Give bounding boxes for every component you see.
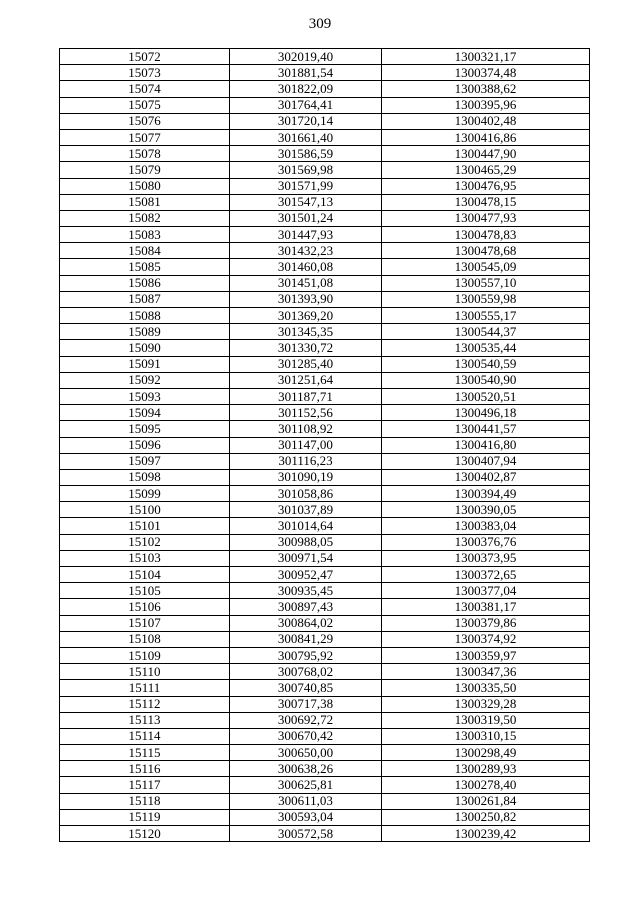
y-coordinate-cell: 1300477,93	[382, 210, 590, 226]
point-number-cell: 15086	[60, 275, 230, 291]
table-row	[60, 49, 590, 65]
y-coordinate-cell: 1300395,96	[382, 97, 590, 113]
coordinates-table	[59, 48, 590, 842]
x-coordinate-cell: 301432,23	[230, 243, 382, 259]
x-coordinate-cell: 301569,98	[230, 162, 382, 178]
table-row	[60, 631, 590, 647]
point-number-cell: 15081	[60, 194, 230, 210]
x-coordinate-cell: 301460,08	[230, 259, 382, 275]
x-coordinate-cell: 301661,40	[230, 129, 382, 145]
x-coordinate-cell: 301822,09	[230, 81, 382, 97]
y-coordinate-cell: 1300261,84	[382, 793, 590, 809]
point-number-cell: 15113	[60, 712, 230, 728]
y-coordinate-cell: 1300374,92	[382, 631, 590, 647]
point-number-cell: 15089	[60, 324, 230, 340]
y-coordinate-cell: 1300407,94	[382, 453, 590, 469]
x-coordinate-cell: 300717,38	[230, 696, 382, 712]
table-row	[60, 745, 590, 761]
table-row	[60, 502, 590, 518]
table-row	[60, 664, 590, 680]
y-coordinate-cell: 1300298,49	[382, 745, 590, 761]
x-coordinate-cell: 301451,08	[230, 275, 382, 291]
point-number-cell: 15083	[60, 227, 230, 243]
table-row	[60, 567, 590, 583]
point-number-cell: 15104	[60, 567, 230, 583]
y-coordinate-cell: 1300372,65	[382, 567, 590, 583]
table-row	[60, 146, 590, 162]
y-coordinate-cell: 1300383,04	[382, 518, 590, 534]
point-number-cell: 15075	[60, 97, 230, 113]
x-coordinate-cell: 300593,04	[230, 809, 382, 825]
x-coordinate-cell: 300740,85	[230, 680, 382, 696]
y-coordinate-cell: 1300540,59	[382, 356, 590, 372]
table-row	[60, 113, 590, 129]
point-number-cell: 15100	[60, 502, 230, 518]
table-row	[60, 518, 590, 534]
y-coordinate-cell: 1300329,28	[382, 696, 590, 712]
y-coordinate-cell: 1300390,05	[382, 502, 590, 518]
x-coordinate-cell: 301369,20	[230, 308, 382, 324]
x-coordinate-cell: 302019,40	[230, 49, 382, 65]
y-coordinate-cell: 1300559,98	[382, 291, 590, 307]
y-coordinate-cell: 1300496,18	[382, 405, 590, 421]
x-coordinate-cell: 300670,42	[230, 728, 382, 744]
table-row	[60, 599, 590, 615]
y-coordinate-cell: 1300310,15	[382, 728, 590, 744]
y-coordinate-cell: 1300402,48	[382, 113, 590, 129]
point-number-cell: 15102	[60, 534, 230, 550]
point-number-cell: 15091	[60, 356, 230, 372]
point-number-cell: 15101	[60, 518, 230, 534]
table-row	[60, 761, 590, 777]
x-coordinate-cell: 301147,00	[230, 437, 382, 453]
x-coordinate-cell: 300611,03	[230, 793, 382, 809]
table-row	[60, 712, 590, 728]
point-number-cell: 15115	[60, 745, 230, 761]
x-coordinate-cell: 301330,72	[230, 340, 382, 356]
y-coordinate-cell: 1300557,10	[382, 275, 590, 291]
x-coordinate-cell: 301058,86	[230, 486, 382, 502]
table-row	[60, 243, 590, 259]
x-coordinate-cell: 301447,93	[230, 227, 382, 243]
point-number-cell: 15074	[60, 81, 230, 97]
x-coordinate-cell: 301393,90	[230, 291, 382, 307]
x-coordinate-cell: 300935,45	[230, 583, 382, 599]
table-row	[60, 291, 590, 307]
x-coordinate-cell: 300768,02	[230, 664, 382, 680]
table-row	[60, 405, 590, 421]
y-coordinate-cell: 1300544,37	[382, 324, 590, 340]
y-coordinate-cell: 1300540,90	[382, 372, 590, 388]
table-row	[60, 324, 590, 340]
table-row	[60, 340, 590, 356]
table-row	[60, 826, 590, 842]
point-number-cell: 15077	[60, 129, 230, 145]
point-number-cell: 15082	[60, 210, 230, 226]
point-number-cell: 15106	[60, 599, 230, 615]
point-number-cell: 15088	[60, 308, 230, 324]
x-coordinate-cell: 301547,13	[230, 194, 382, 210]
x-coordinate-cell: 301152,56	[230, 405, 382, 421]
point-number-cell: 15097	[60, 453, 230, 469]
y-coordinate-cell: 1300376,76	[382, 534, 590, 550]
table-row	[60, 469, 590, 485]
y-coordinate-cell: 1300374,48	[382, 65, 590, 81]
x-coordinate-cell: 301586,59	[230, 146, 382, 162]
x-coordinate-cell: 301187,71	[230, 388, 382, 404]
x-coordinate-cell: 301345,35	[230, 324, 382, 340]
x-coordinate-cell: 300841,29	[230, 631, 382, 647]
table-row	[60, 453, 590, 469]
table-row	[60, 696, 590, 712]
table-row	[60, 486, 590, 502]
y-coordinate-cell: 1300478,15	[382, 194, 590, 210]
x-coordinate-cell: 300971,54	[230, 550, 382, 566]
x-coordinate-cell: 301571,99	[230, 178, 382, 194]
y-coordinate-cell: 1300520,51	[382, 388, 590, 404]
point-number-cell: 15120	[60, 826, 230, 842]
y-coordinate-cell: 1300416,80	[382, 437, 590, 453]
table-row	[60, 777, 590, 793]
table-row	[60, 728, 590, 744]
point-number-cell: 15109	[60, 647, 230, 663]
x-coordinate-cell: 300572,58	[230, 826, 382, 842]
point-number-cell: 15093	[60, 388, 230, 404]
y-coordinate-cell: 1300388,62	[382, 81, 590, 97]
y-coordinate-cell: 1300555,17	[382, 308, 590, 324]
y-coordinate-cell: 1300402,87	[382, 469, 590, 485]
y-coordinate-cell: 1300373,95	[382, 550, 590, 566]
table-row	[60, 356, 590, 372]
y-coordinate-cell: 1300441,57	[382, 421, 590, 437]
point-number-cell: 15084	[60, 243, 230, 259]
point-number-cell: 15099	[60, 486, 230, 502]
point-number-cell: 15076	[60, 113, 230, 129]
y-coordinate-cell: 1300478,68	[382, 243, 590, 259]
point-number-cell: 15112	[60, 696, 230, 712]
point-number-cell: 15098	[60, 469, 230, 485]
y-coordinate-cell: 1300359,97	[382, 647, 590, 663]
x-coordinate-cell: 300864,02	[230, 615, 382, 631]
table-row	[60, 809, 590, 825]
x-coordinate-cell: 300897,43	[230, 599, 382, 615]
table-row	[60, 550, 590, 566]
point-number-cell: 15072	[60, 49, 230, 65]
x-coordinate-cell: 301764,41	[230, 97, 382, 113]
x-coordinate-cell: 300625,81	[230, 777, 382, 793]
x-coordinate-cell: 301116,23	[230, 453, 382, 469]
x-coordinate-cell: 301720,14	[230, 113, 382, 129]
x-coordinate-cell: 301014,64	[230, 518, 382, 534]
y-coordinate-cell: 1300379,86	[382, 615, 590, 631]
point-number-cell: 15085	[60, 259, 230, 275]
point-number-cell: 15090	[60, 340, 230, 356]
y-coordinate-cell: 1300416,86	[382, 129, 590, 145]
table-row	[60, 534, 590, 550]
y-coordinate-cell: 1300478,83	[382, 227, 590, 243]
point-number-cell: 15094	[60, 405, 230, 421]
y-coordinate-cell: 1300321,17	[382, 49, 590, 65]
table-row	[60, 178, 590, 194]
point-number-cell: 15108	[60, 631, 230, 647]
table-row	[60, 194, 590, 210]
y-coordinate-cell: 1300447,90	[382, 146, 590, 162]
table-row	[60, 65, 590, 81]
y-coordinate-cell: 1300278,40	[382, 777, 590, 793]
point-number-cell: 15095	[60, 421, 230, 437]
point-number-cell: 15103	[60, 550, 230, 566]
table-row	[60, 388, 590, 404]
x-coordinate-cell: 301108,92	[230, 421, 382, 437]
y-coordinate-cell: 1300545,09	[382, 259, 590, 275]
x-coordinate-cell: 301501,24	[230, 210, 382, 226]
x-coordinate-cell: 300692,72	[230, 712, 382, 728]
y-coordinate-cell: 1300476,95	[382, 178, 590, 194]
point-number-cell: 15080	[60, 178, 230, 194]
y-coordinate-cell: 1300319,50	[382, 712, 590, 728]
table-row	[60, 97, 590, 113]
x-coordinate-cell: 300638,26	[230, 761, 382, 777]
y-coordinate-cell: 1300239,42	[382, 826, 590, 842]
x-coordinate-cell: 301881,54	[230, 65, 382, 81]
table-row	[60, 583, 590, 599]
table-row	[60, 615, 590, 631]
point-number-cell: 15073	[60, 65, 230, 81]
y-coordinate-cell: 1300465,29	[382, 162, 590, 178]
y-coordinate-cell: 1300381,17	[382, 599, 590, 615]
table-row	[60, 372, 590, 388]
x-coordinate-cell: 301285,40	[230, 356, 382, 372]
y-coordinate-cell: 1300347,36	[382, 664, 590, 680]
table-row	[60, 275, 590, 291]
y-coordinate-cell: 1300394,49	[382, 486, 590, 502]
x-coordinate-cell: 300795,92	[230, 647, 382, 663]
point-number-cell: 15117	[60, 777, 230, 793]
point-number-cell: 15116	[60, 761, 230, 777]
y-coordinate-cell: 1300535,44	[382, 340, 590, 356]
table-row	[60, 647, 590, 663]
table-row	[60, 162, 590, 178]
x-coordinate-cell: 301090,19	[230, 469, 382, 485]
point-number-cell: 15119	[60, 809, 230, 825]
point-number-cell: 15111	[60, 680, 230, 696]
x-coordinate-cell: 300650,00	[230, 745, 382, 761]
point-number-cell: 15092	[60, 372, 230, 388]
table-row	[60, 227, 590, 243]
y-coordinate-cell: 1300289,93	[382, 761, 590, 777]
table-row	[60, 259, 590, 275]
y-coordinate-cell: 1300250,82	[382, 809, 590, 825]
point-number-cell: 15078	[60, 146, 230, 162]
point-number-cell: 15079	[60, 162, 230, 178]
table-row	[60, 81, 590, 97]
y-coordinate-cell: 1300335,50	[382, 680, 590, 696]
table-row	[60, 680, 590, 696]
x-coordinate-cell: 301037,89	[230, 502, 382, 518]
point-number-cell: 15114	[60, 728, 230, 744]
coordinates-table-body	[60, 49, 590, 842]
page-number: 309	[308, 16, 332, 32]
y-coordinate-cell: 1300377,04	[382, 583, 590, 599]
x-coordinate-cell: 300952,47	[230, 567, 382, 583]
table-row	[60, 210, 590, 226]
point-number-cell: 15107	[60, 615, 230, 631]
x-coordinate-cell: 301251,64	[230, 372, 382, 388]
point-number-cell: 15096	[60, 437, 230, 453]
table-row	[60, 437, 590, 453]
x-coordinate-cell: 300988,05	[230, 534, 382, 550]
point-number-cell: 15118	[60, 793, 230, 809]
table-row	[60, 308, 590, 324]
table-row	[60, 129, 590, 145]
table-row	[60, 793, 590, 809]
point-number-cell: 15087	[60, 291, 230, 307]
point-number-cell: 15105	[60, 583, 230, 599]
point-number-cell: 15110	[60, 664, 230, 680]
table-row	[60, 421, 590, 437]
